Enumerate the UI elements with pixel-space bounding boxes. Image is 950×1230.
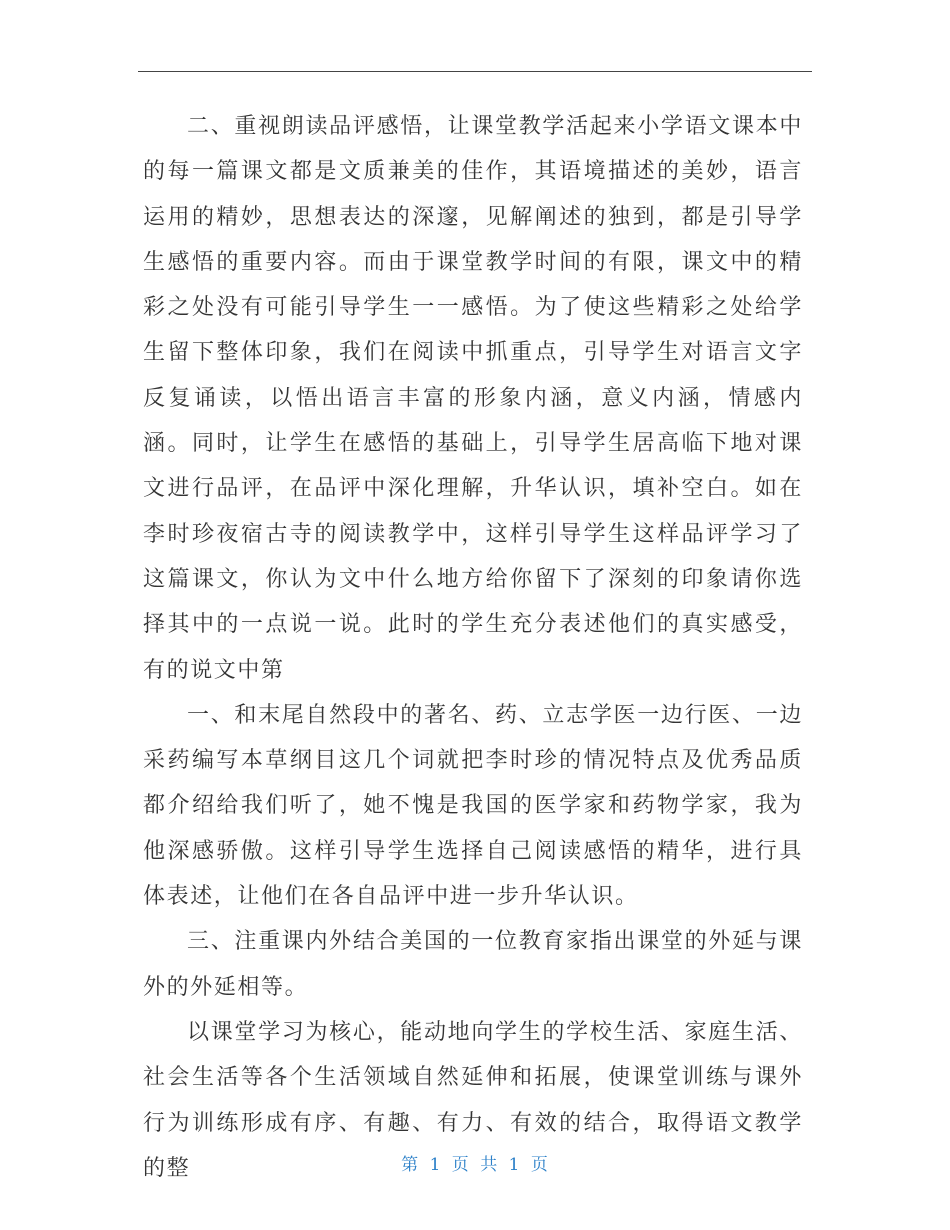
page-number: 第 1 页 共 1 页 [401,1155,549,1175]
document-body [143,104,803,1191]
header-divider [138,71,812,72]
paragraph-classroom-core: 以课堂学习为核心，能动地向学生的学校生活、家庭生活、社会生活等各个生活领域自然延伸和拓展，使课堂训练与课外行为训练形成有序、有趣、有力、有效的结合，取得语文教学的整 [143,1019,803,1181]
paragraph-li-shizhen-example: 一、和末尾自然段中的著名、药、立志学医一边行医、一边采药编写本草纲目这几个词就把李时珍的情况特点及优秀品质都介绍给我们听了，她不愧是我国的医学家和药物学家，我为他深感骄傲。这样引导学生选择自己阅读感悟的精华，进行具体表述，让他们在各自品评中进一步升华认识。 [143,702,803,910]
paragraph-inside-outside-class: 三、注重课内外结合美国的一位教育家指出课堂的外延与课外的外延相等。 [143,929,803,1000]
paragraph-reading-appreciation: 二、重视朗读品评感悟，让课堂教学活起来小学语文课本中的每一篇课文都是文质兼美的佳作，其语境描述的美妙，语言运用的精妙，思想表达的深邃，见解阐述的独到，都是引导学生感悟的重要内容。而由于课堂教学时间的有限，课文中的精彩之处没有可能引导学生一一感悟。为了使这些精彩之处给学生留下整体印象，我们在阅读中抓重点，引导学生对语言文字反复诵读，以悟出语言丰富的形象内涵，意义内涵，情感内涵。同时，让学生在感悟的基础上，引导学生居高临下地对课文进行品评，在品评中深化理解，升华认识，填补空白。如在李时珍夜宿古寺的阅读教学中，这样引导学生这样品评学习了这篇课文，你认为文中什么地方给你留下了深刻的印象请你选择其中的一点说一说。此时的学生充分表述他们的真实感受，有的说文中第 [143,114,803,683]
